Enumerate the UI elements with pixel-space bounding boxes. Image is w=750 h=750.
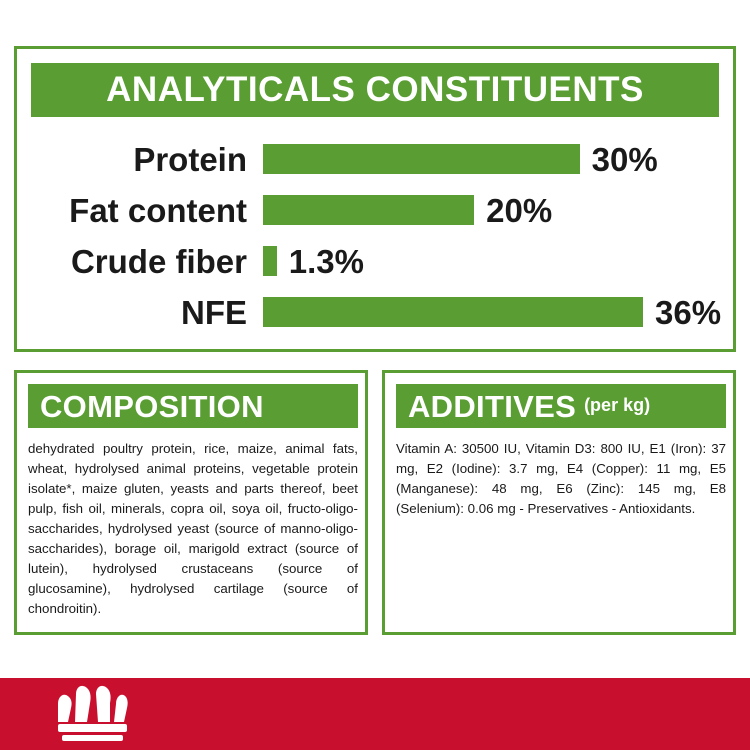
- bar-value: 30%: [591, 140, 658, 178]
- bar-fill: [263, 195, 474, 225]
- bar-value: 20%: [486, 191, 553, 229]
- bar-row: [17, 186, 733, 234]
- brand-footer-bar: [0, 678, 750, 750]
- bar-label: Fat content: [69, 191, 247, 229]
- bar-row: [17, 135, 733, 183]
- additives-panel: [382, 370, 736, 635]
- composition-panel: [14, 370, 368, 635]
- additives-text: Vitamin A: 30500 IU, Vitamin D3: 800 IU, E1 (Iron): 37 mg, E2 (Iodine): 3.7 mg, E4 (Copper): 11 mg, E5 (Manganese): 48 mg, E6 (Zinc): 145 mg, E8 (Selenium): 0.06 mg - Preservatives - Antioxidants.: [396, 441, 726, 516]
- composition-header: [28, 384, 358, 428]
- composition-title: COMPOSITION: [40, 388, 264, 424]
- composition-text: dehydrated poultry protein, rice, maize, animal fats, wheat, hydrolysed animal proteins, vegetable protein isolate*, maize gluten, yeasts and parts thereof, beet pulp, fish oil, minerals, copra oil, soya oil, fructo-oligo-saccharides, hydrolysed yeast (source of manno-oligo-saccharides), borage oil, marigold extract (source of lutein), hydrolysed crustaceans (source of glucosamine), hydrolysed cartilage (source of chondroitin).: [28, 441, 358, 616]
- bar-label: Crude fiber: [70, 242, 247, 280]
- bar-track: [263, 242, 733, 280]
- bar-label: NFE: [181, 293, 247, 331]
- additives-title: ADDITIVES: [408, 388, 577, 424]
- bar-track: [263, 293, 733, 331]
- bar-fill: [263, 297, 643, 327]
- bar-value: 36%: [655, 293, 722, 331]
- bar-value: 1.3%: [288, 242, 364, 280]
- bar-fill: [263, 246, 277, 276]
- bar-row: [17, 237, 733, 285]
- bar-track: [263, 140, 733, 178]
- bar-track: [263, 191, 733, 229]
- bar-label: Protein: [133, 140, 247, 178]
- bar-fill: [263, 144, 580, 174]
- additives-subtitle: (per kg): [584, 395, 651, 415]
- bar-row: [17, 288, 733, 336]
- additives-header: [396, 384, 726, 428]
- analyticals-title: ANALYTICALS CONSTITUENTS: [31, 63, 719, 117]
- analyticals-bar-chart: [17, 135, 733, 339]
- analyticals-panel: [14, 46, 736, 352]
- royal-canin-crown-logo-icon: [50, 678, 130, 748]
